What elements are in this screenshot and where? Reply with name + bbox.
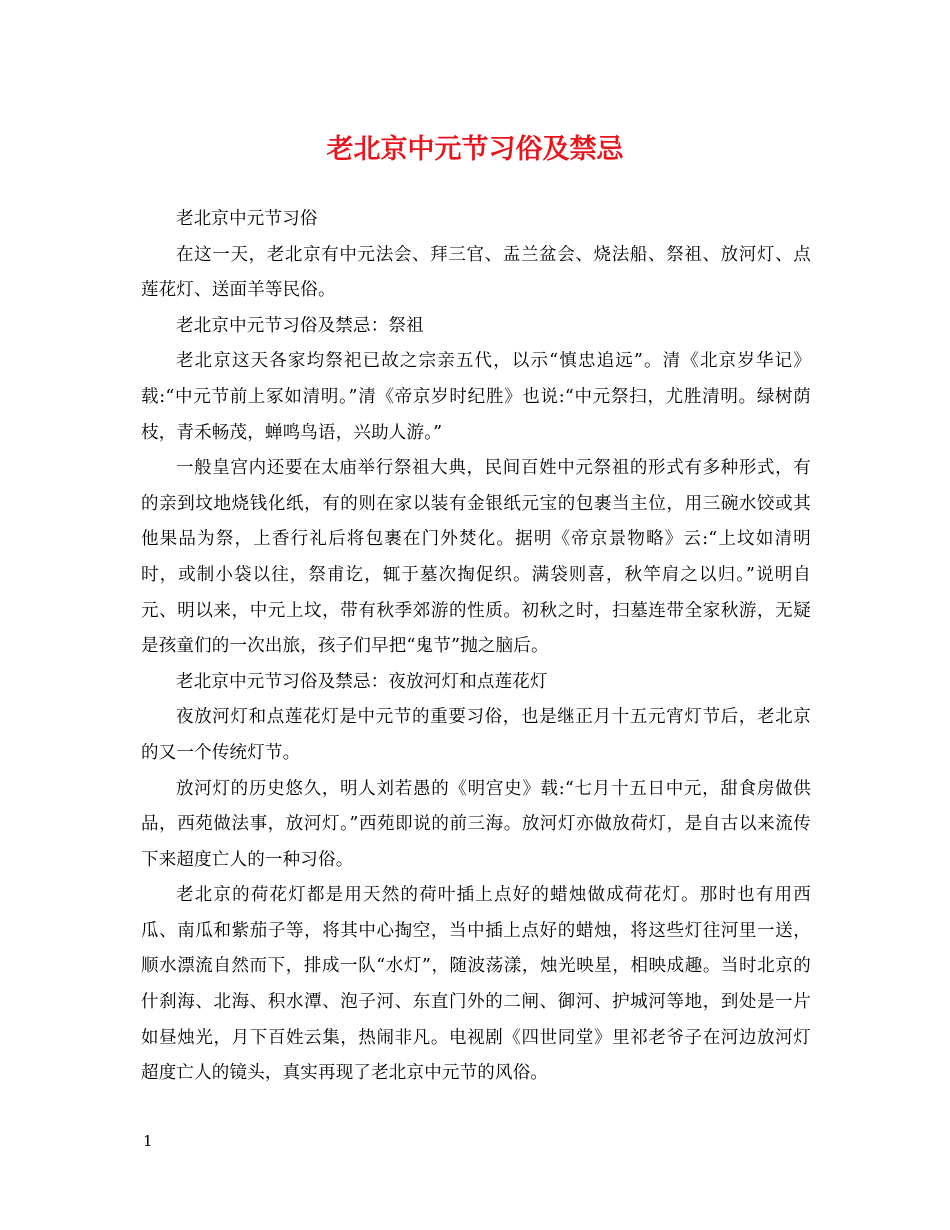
section-heading: 老北京中元节习俗 <box>176 209 318 229</box>
body-paragraph: 老北京这天各家均祭祀已故之宗亲五代，以示“慎忠追远”。清《北京岁华记》载:“中元节前上冢如清明。”清《帝京岁时纪胜》也说:“中元祭扫，尤胜清明。绿树荫枝，青禾畅茂，蝉鸣鸟语，兴助人游。” <box>141 351 811 443</box>
body-paragraph: 一般皇宫内还要在太庙举行祭祖大典，民间百姓中元祭祖的形式有多种形式，有的亲到坟地烧钱化纸，有的则在家以装有金银纸元宝的包裹当主位，用三碗水饺或其他果品为祭，上香行礼后将包裹在门外焚化。据明《帝京景物略》云:“上坟如清明时，或制小袋以往，祭甫讫，辄于墓次掏促织。满袋则喜，秋竿肩之以归。”说明自元、明以来，中元上坟，带有秋季郊游的性质。初秋之时，扫墓连带全家秋游，无疑是孩童们的一次出旅，孩子们早把“鬼节”抛之脑后。 <box>141 458 811 657</box>
document-title: 老北京中元节习俗及禁忌 <box>326 134 624 165</box>
body-paragraph: 在这一天，老北京有中元法会、拜三官、盂兰盆会、烧法船、祭祖、放河灯、点莲花灯、送面羊等民俗。 <box>141 244 811 301</box>
body-paragraph: 老北京的荷花灯都是用天然的荷叶插上点好的蜡烛做成荷花灯。那时也有用西瓜、南瓜和紫茄子等，将其中心掏空，当中插上点好的蜡烛，将这些灯往河里一送，顺水漂流自然而下，排成一队“水灯”，随波荡漾，烛光映星，相映成趣。当时北京的什刹海、北海、积水潭、泡子河、东直门外的二闸、御河、护城河等地，到处是一片如昼烛光，月下百姓云集，热闹非凡。电视剧《四世同堂》里祁老爷子在河边放河灯超度亡人的镜头，真实再现了老北京中元节的风俗。 <box>141 885 811 1084</box>
document-body <box>141 202 811 1092</box>
section-heading: 老北京中元节习俗及禁忌：夜放河灯和点莲花灯 <box>176 671 548 692</box>
body-paragraph: 夜放河灯和点莲花灯是中元节的重要习俗，也是继正月十五元宵灯节后，老北京的又一个传统灯节。 <box>141 707 811 763</box>
section-heading: 老北京中元节习俗及禁忌：祭祖 <box>176 315 424 336</box>
page-number: 1 <box>143 1132 153 1150</box>
body-paragraph: 放河灯的历史悠久，明人刘若愚的《明宫史》载:“七月十五日中元，甜食房做供品，西苑做法事，放河灯。”西苑即说的前三海。放河灯亦做放荷灯，是自古以来流传下来超度亡人的一种习俗。 <box>141 778 811 870</box>
